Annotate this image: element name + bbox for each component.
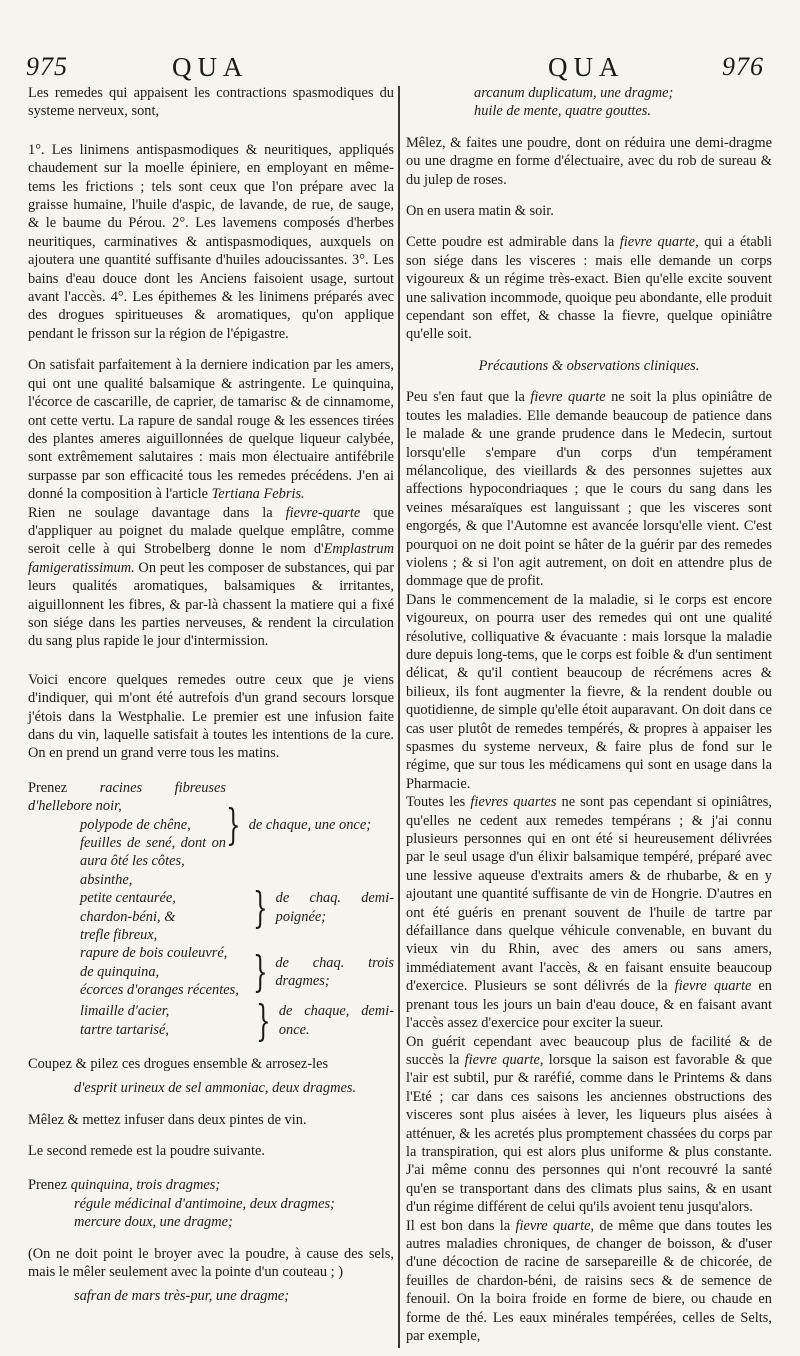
page-number-right: 976	[722, 52, 764, 81]
paragraph: Mêlez & mettez infuser dans deux pintes de vin.	[28, 1111, 307, 1128]
dose-label: de chaque, une once;	[248, 816, 371, 833]
paragraph: Le second remede est la poudre suivante.	[28, 1142, 265, 1159]
running-head-right: QUA	[548, 52, 625, 82]
paragraph: Dans le commencement de la maladie, si le corps est encore vigoureux, on pourra user des remedes qui ont une qualité résolutive, colliquative & évacuante : mais lorsque la maladie dure depuis long-tems, que le corps est foible & d'un sentiment délicat, & qu'il contient beaucoup de récrémens acres & bilieux, ils font augmenter la fievre, & la rendent double ou quotidienne, de simple qu'elle étoit auparavant. On doit dans ce cas user plutôt de remedes tempérés, & propres à appaiser les spasmes du systeme nerveux, & faire plus de fond sur le régime, que sur tous les médicamens qui sont en usage dans la Pharmacie.	[406, 591, 772, 792]
ingredient-group: absinthe, petite centaurée, chardon-béni, & trefle fibreux, } de chaq. demi-poignée;	[80, 871, 394, 944]
emphasis: Tertiana Febris.	[211, 486, 305, 503]
paragraph: Mêlez, & faites une poudre, dont on réduira une demi-dragme ou une dragme en forme d'électuaire, avec du rob de sureau & du julep de roses.	[406, 134, 772, 188]
paragraph: Coupez & pilez ces drogues ensemble & arrosez-les	[28, 1055, 329, 1072]
prenez-label: Prenez	[28, 779, 68, 796]
right-column	[406, 84, 772, 1345]
formula-line: huile de mente, quatre gouttes.	[474, 103, 651, 120]
left-column	[28, 84, 394, 1306]
dose-label: de chaq. demi-poignée;	[275, 890, 394, 925]
dose-label: de chaq. trois dragmes;	[275, 954, 394, 990]
page-number-left: 975	[26, 52, 68, 81]
paragraph: Rien ne soulage davantage dans la fievre-quarte que d'appliquer au poignet du malade quelque emplâtre, comme seroit celle à qui Strobelberg donne le nom d'Emplastrum famigeratissimum. On peut les composer de substances, qui par leurs qualités aromatiques, balsamiques & irritantes, aiguillonnent les fibres, & par-là chassent la matiere qui a fixé son siége dans les parties nerveuses, & rendent la circulation du sang plus rapide le jour d'intermission.	[28, 504, 394, 650]
brace-icon: }	[252, 882, 268, 932]
brace-icon: }	[226, 799, 241, 849]
column-divider	[398, 86, 400, 1348]
paragraph: Toutes les fievres quartes ne sont pas cependant si opiniâtres, qu'elles ne cedent aux remedes tempérans ; & j'ai connu plusieurs personnes qui en ont été si heureusement délivrées par le seul usage d'un élixir balsamique tempéré, préparé avec une lessive aqueuse d'extraits amers & de rhubarbe, & en y ajoutant une quantité suffisante de vin de Hongrie. D'autres en ont été guéris en prenant souvent de l'huile de tartre par défaillance dans quelque véhicule convenable, en buvant du vieux vin du Rhin, avec des amers ou sans amers, immédiatement avant l'accès, & en faisant ensuite beaucoup d'exercice. Plusieurs se sont délivrés de la fievre quarte en prenant tous les jours un bain d'eau douce, & en faisant avant l'accès assez d'exercice pour exciter la sueur.	[406, 794, 772, 1032]
brace-icon: }	[252, 947, 268, 997]
paragraph: On satisfait parfaitement à la derniere indication par les amers, qui ont une qualité balsamique & astringente. Le quinquina, l'écorce de cascarille, de caprier, de tamarisc & de cinnamome, ont cette vertu. La rapure de sandal rouge & les essences tirées des plantes ameres aiguillonnées de quelque liqueur calybée, sont extrêmement salutaires : mais mon électuaire antifébrile surpasse par son efficacité tous les remedes précédens. J'en ai donné la composition à l'article Tertiana Febris.	[28, 357, 394, 503]
paragraph: Voici encore quelques remedes outre ceux que je viens d'indiquer, qui m'ont été autrefois d'un grand secours lorsque j'étois dans la Westphalie. Le premier est une infusion faite dans du vin, laquelle satisfait à toutes les intentions de la cure. On en prend un grand verre tous les matins.	[28, 671, 394, 762]
running-head-left: QUA	[172, 52, 249, 82]
ingredient-group: Prenez racines fibreuses d'hellebore noir, polypode de chêne, feuilles de sené, dont on aura ôté les côtes, } de chaque, une once;	[28, 779, 371, 870]
section-subheading: Précautions & observations cliniques.	[478, 357, 700, 374]
paragraph-note: (On ne doit point le broyer avec la poudre, à cause des sels, mais le mêler seulement avec la pointe d'un couteau ; )	[28, 1245, 394, 1280]
formula-line: d'esprit urineux de sel ammoniac, deux dragmes.	[74, 1080, 357, 1097]
paragraph: Cette poudre est admirable dans la fievre quarte, qui a établi son siége dans les visceres : mais elle demande un corps vigoureux & un régime très-exact. Bien qu'elle excite souvent une salivation incommode, quoique peu abondante, elle produit cependant son effet, & chasse la fievre, quelque opiniâtre qu'elle soit.	[406, 234, 772, 343]
paragraph: On en usera matin & soir.	[406, 203, 554, 220]
prenez-label: Prenez	[28, 1177, 68, 1194]
ingredient-group: limaille d'acier, tartre tartarisé, } de chaque, demi-once.	[80, 995, 394, 1045]
recipe-infusion	[28, 779, 394, 1045]
paragraph: 1°. Les linimens antispasmodiques & neuritiques, appliqués chaudement sur la moelle épiniere, en employant en même-tems les frictions ; tels sont ceux que l'on prépare avec la graisse humaine, l'huile d'aspic, de lavande, de rue, de sauge, & le baume du Pérou. 2°. Les lavemens composés d'herbes neuritiques, carminatives & antispasmodiques, auxquels on ajoutera une quantité suffisante d'huiles adoucissantes. 3°. Les bains d'eau douce dont les Anciens faisoient usage, surtout avant l'accès. 4°. Les épithemes & les linimens préparés avec des drogues spiritueuses & aromatiques, qu'on applique pendant le frisson sur la région de l'épigastre.	[28, 141, 394, 342]
formula-line: safran de mars très-pur, une dragme;	[74, 1288, 290, 1305]
ingredient-group: rapure de bois couleuvré, de quinquina, écorces d'oranges récentes, } de chaq. trois dragmes;	[80, 945, 394, 999]
paragraph: On guérit cependant avec beaucoup plus de facilité & de succès la fievre quarte, lorsque la saison est favorable & que l'air est subtil, pur & raréfié, comme dans le Printems & dans l'Eté ; car dans ces saisons les anciennes obstructions des visceres sont plus aisées à lever, les liqueurs plus aisées à atténuer, & les acretés plus promptement chassées du corps par la transpiration, qui est alors plus uniforme & plus constante. J'ai même connu des personnes qui n'ont recouvré la santé qu'en se transportant dans des climats plus sains, & en usant d'un régime différent de celui qu'ils avoient tenu jusqu'alors.	[406, 1033, 772, 1216]
recipe-powder: Prenez quinquina, trois dragmes; régule médicinal d'antimoine, deux dragmes; mercure doux, une dragme;	[28, 1177, 335, 1231]
dose-label: de chaque, demi-once.	[278, 1003, 394, 1038]
paragraph: Il est bon dans la fievre quarte, de même que dans toutes les autres maladies chroniques, de changer de boisson, & d'user d'une décoction de racine de sarsepareille & de chicorée, de feuilles de chardon-béni, de raisins secs & de semence de fenouil. On la boira froide en forme de biere, ou chaude en forme de thé. Les eaux minérales tempérées, celles de Selts, par exemple,	[406, 1217, 772, 1344]
paragraph: Les remedes qui appaisent les contractions spasmodiques du systeme nerveux, sont,	[28, 85, 394, 120]
formula-line: arcanum duplicatum, une dragme;	[474, 85, 674, 101]
paragraph: Peu s'en faut que la fievre quarte ne soit la plus opiniâtre de toutes les maladies. Elle demande beaucoup de patience dans le malade & une grande prudence dans le Medecin, surtout lorsqu'elle s'empare d'un corps d'un tempérament mélancolique, des vieillards & des personnes sujettes aux affections hypocondriaques ; que le cours du sang dans les veines mésaraïques est languissant ; que les visceres sont engorgés, & que l'Automne est avancée lorsqu'elle vient. C'est pourquoi on ne doit point se hâter de la guérir par des remedes violens ; & si l'on agit autrement, on doit en attendre plus de dommage que de profit.	[406, 389, 772, 590]
brace-icon: }	[256, 995, 271, 1045]
